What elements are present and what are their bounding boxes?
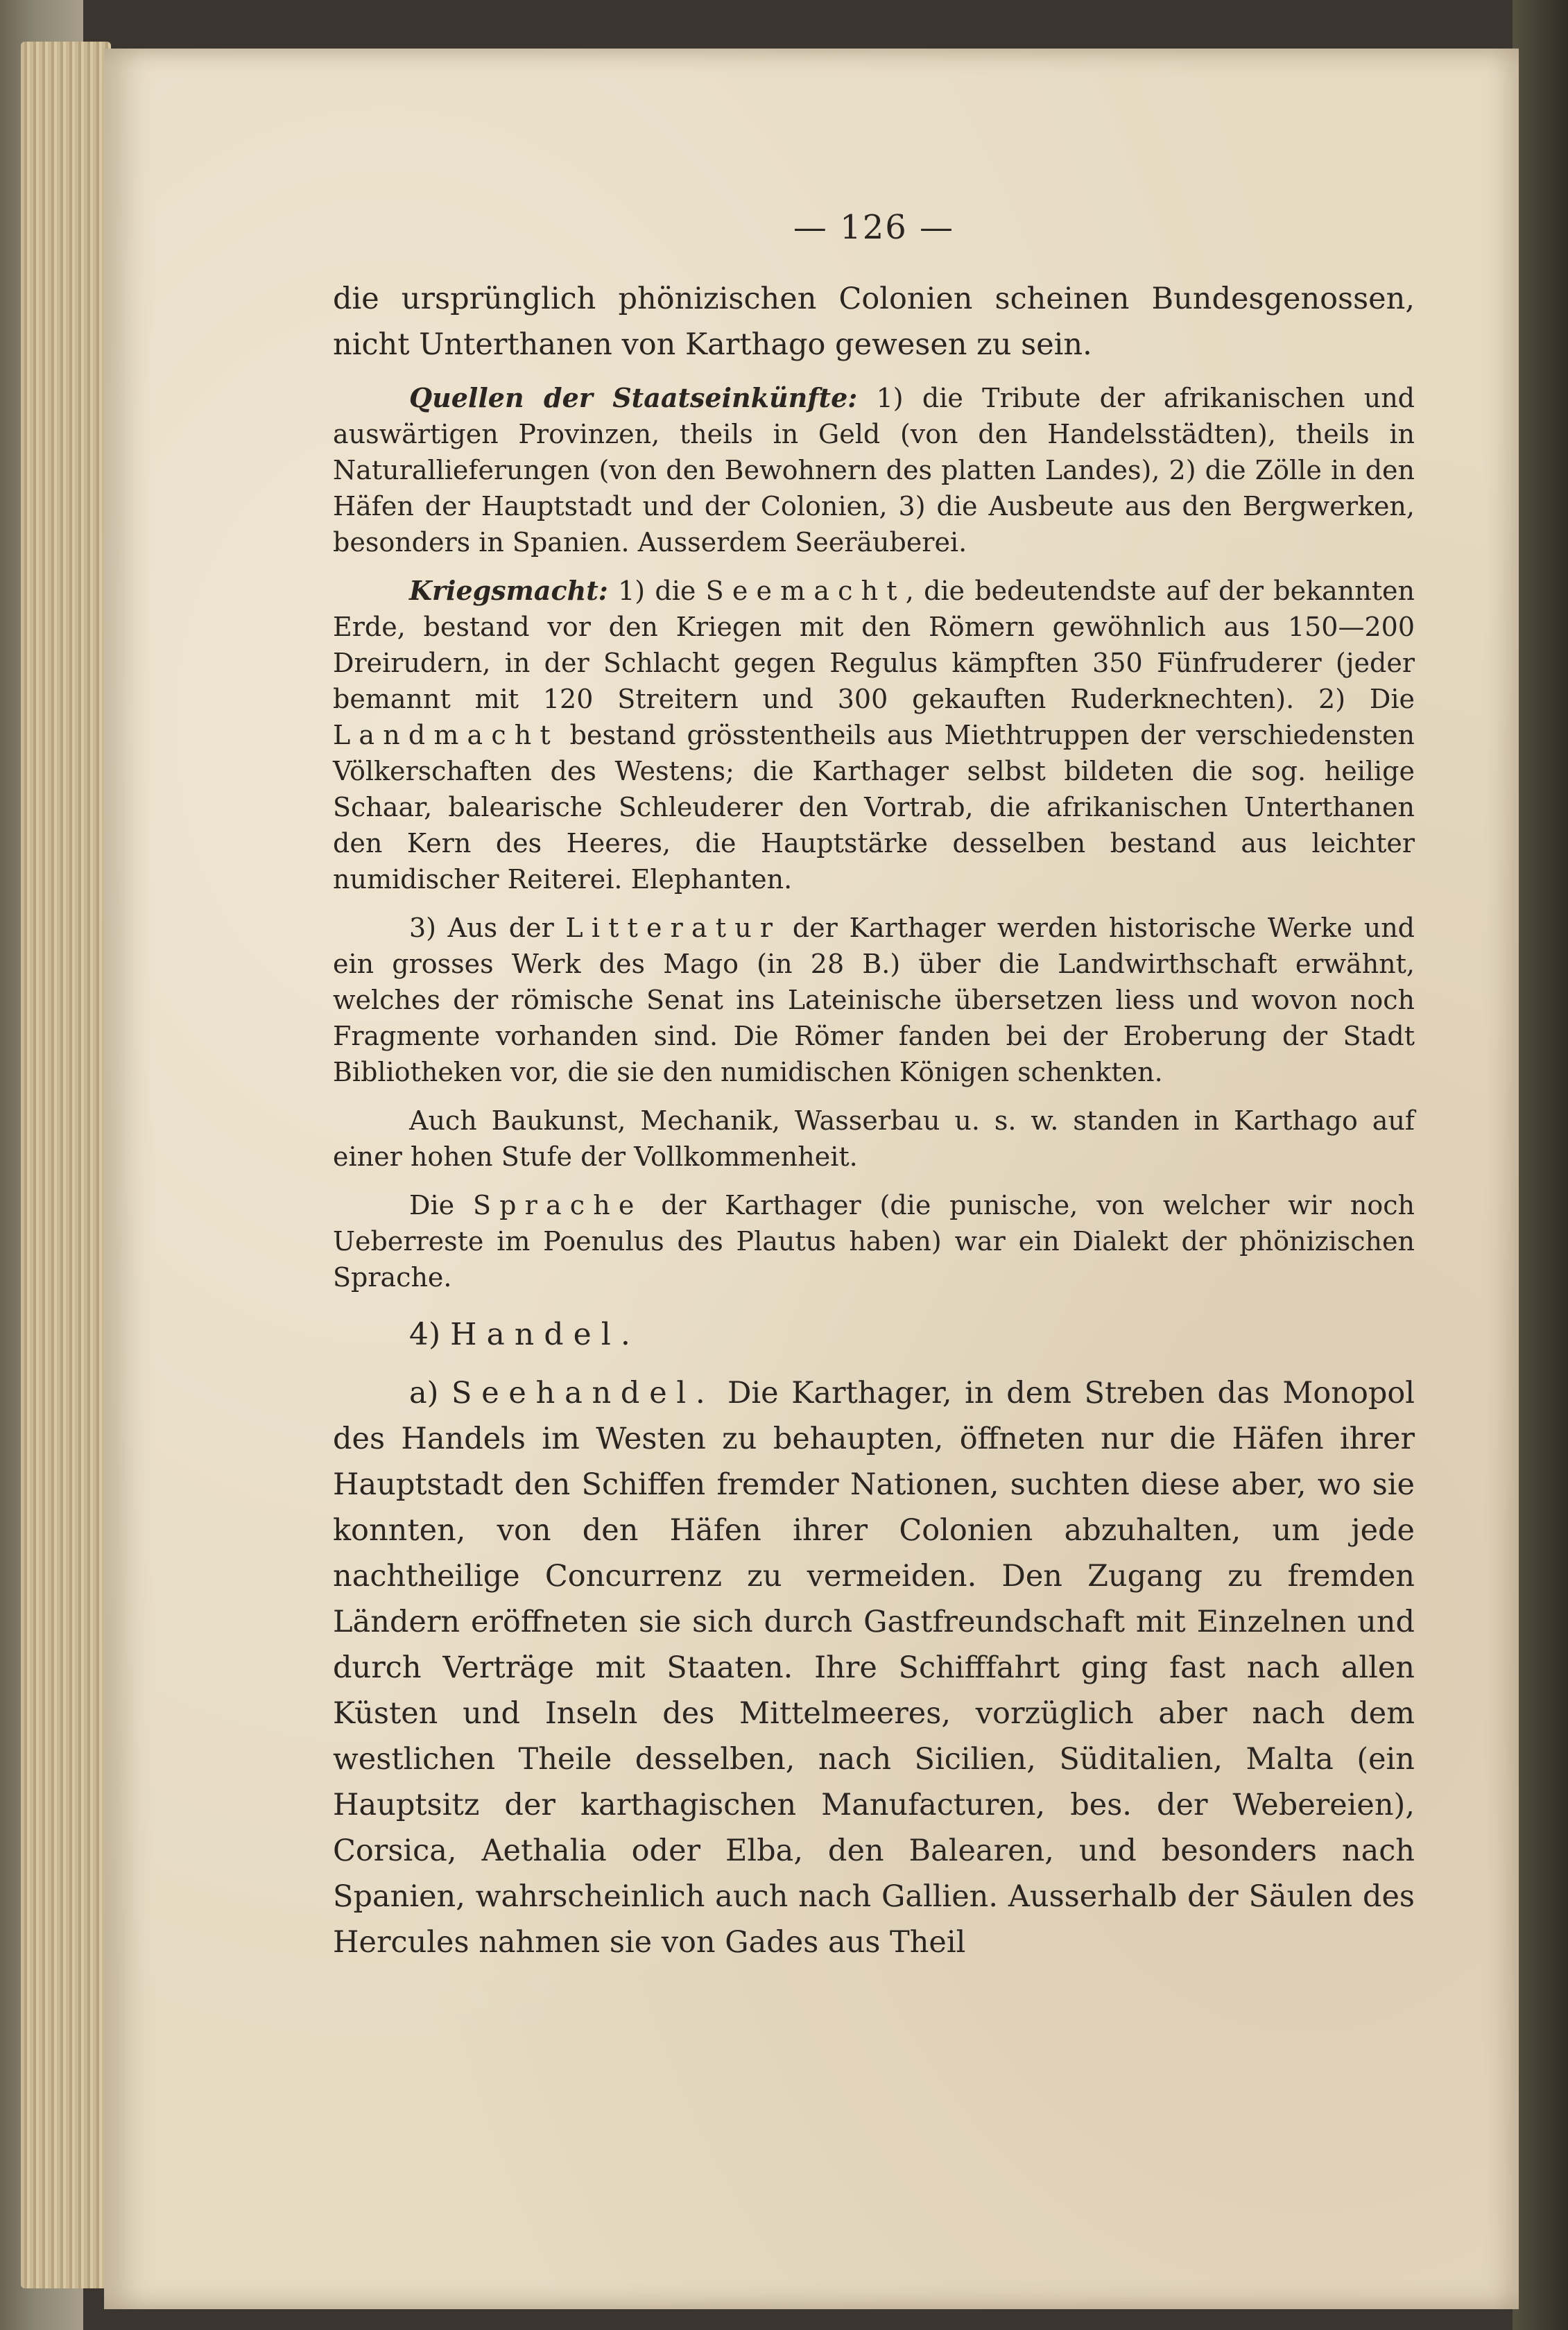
page-number: — 126 — [793,208,955,247]
intro-paragraph: die ursprünglich phönizischen Colonien scheinen Bundesgenossen, nicht Unterthanen von Karthago gewesen zu sein. [333,282,1415,362]
trade-heading-word: Handel. [450,1317,640,1352]
trade-heading-number: 4) [409,1317,451,1352]
literature-text-1: 3) Aus der [409,913,566,943]
text-block [333,159,1415,1965]
military-text-3: bestand grösstentheils aus Miethtruppen der verschiedensten Völkerschaften des Westens; die Karthager selbst bildeten die sog. heilige Schaar, balearische Schleuderer den Vortrab, die afrikanischen Unterthanen den Kern des Heeres, die Hauptstärke desselben bestand aus leichter numidischer Reiterei. Elephanten. [333,720,1415,895]
military-lead: Kriegsmacht: [409,575,608,606]
military-text-1: 1) die [608,576,706,606]
sea-trade-term: Seehandel. [451,1376,715,1410]
language-text-2: der Karthager (die punische, von welcher wir noch Ueberreste im Poenulus des Plautus haben) war ein Dialekt der phönizischen Sprache. [333,1190,1415,1293]
revenue-paragraph [333,380,1415,560]
book-cover-right [1513,0,1568,2330]
military-land-term: Landmacht [333,720,559,750]
sea-trade-text: Die Karthager, in dem Streben das Monopol des Handels im Westen zu behaupten, öffneten nur die Häfen ihrer Hauptstadt den Schiffen fremder Nationen, suchten diese aber, wo sie konnten, von den Häfen ihrer Colonien abzuhalten, um jede nachtheilige Concurrenz zu vermeiden. Den Zugang zu fremden Ländern eröffneten sie sich durch Gastfreundschaft mit Einzelnen und durch Verträge mit Staaten. Ihre Schifffahrt ging fast nach allen Küsten und Inseln des Mittelmeeres, vorzüglich aber nach dem westlichen Theile desselben, nach Sicilien, Süditalien, Malta (ein Hauptsitz der karthagischen Manufacturen, bes. der Webereien), Corsica, Aethalia oder Elba, den Balearen, und besonders nach Spanien, wahrscheinlich auch nach Gallien. Ausserhalb der Säulen des Hercules nahmen sie von Gades aus Theil [333,1376,1415,1960]
language-term: Sprache [472,1190,643,1220]
sea-trade-paragraph [333,1370,1415,1965]
literature-text-2: der Karthager werden historische Werke und ein grosses Werk des Mago (in 28 B.) über die Landwirthschaft erwähnt, welches der römische Senat ins Lateinische übersetzen liess und wovon noch Fragmente vorhanden sind. Die Römer fanden bei der Eroberung der Stadt Bibliotheken vor, die sie den numidischen Königen schenkten. [333,913,1415,1087]
revenue-lead: Quellen der Staatseinkünfte: [409,382,858,413]
literature-term: Litteratur [565,913,782,943]
page-edges [21,42,111,2288]
sea-trade-label: a) [409,1376,451,1410]
arts-paragraph: Auch Baukunst, Mechanik, Wasserbau u. s. w. standen in Karthago auf einer hohen Stufe der Vollkommenheit. [333,1105,1415,1172]
language-text-1: Die [409,1190,473,1220]
military-text-2: , die bedeutendste auf der bekannten Erde, bestand vor den Kriegen mit den Römern gewöhnlich aus 150—200 Dreirudern, in der Schlacht gegen Regulus kämpften 350 Fünfruderer (jeder bemannt mit 120 Streitern und 300 gekauften Ruderknechten). 2) Die [333,576,1415,714]
trade-heading [333,1312,1415,1358]
language-paragraph [333,1187,1415,1295]
literature-paragraph [333,910,1415,1090]
military-paragraph [333,573,1415,897]
military-sea-term: Seemacht [705,576,906,606]
revenue-text: 1) die Tribute der afrikanischen und auswärtigen Provinzen, theils in Geld (von den Handelsstädten), theils in Naturallieferungen (von den Bewohnern des platten Landes), 2) die Zölle in den Häfen der Hauptstadt und der Colonien, 3) die Ausbeute aus den Bergwerken, besonders in Spanien. Ausserdem Seeräuberei. [333,383,1415,558]
book-page [104,49,1519,2309]
